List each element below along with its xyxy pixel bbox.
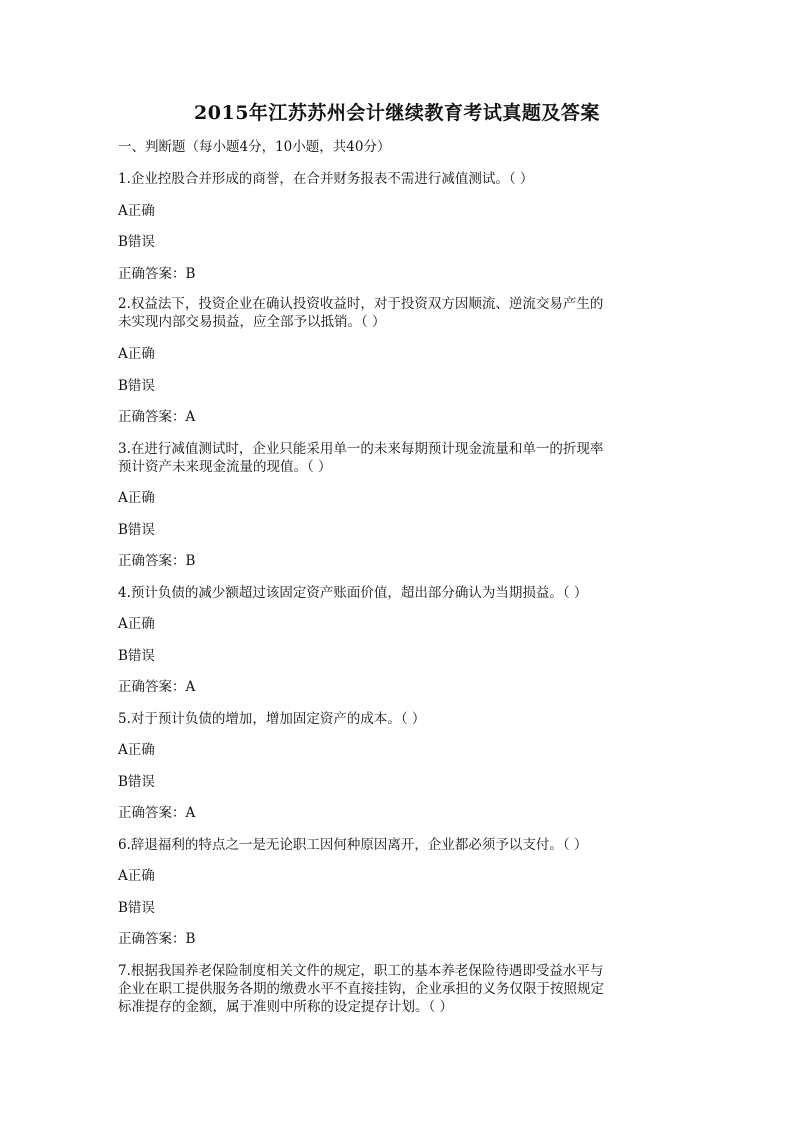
question-1-text: 1.企业控股合并形成的商誉，在合并财务报表不需进行减值测试。（ ） xyxy=(118,171,534,187)
question-4-option-a: A正确 xyxy=(118,616,155,632)
question-7-text-line-3: 标准提存的金额，属于准则中所称的设定提存计划。（ ） xyxy=(118,999,454,1015)
question-2-answer: 正确答案：A xyxy=(118,409,196,425)
question-4-option-b: B错误 xyxy=(118,648,155,664)
question-5-option-a: A正确 xyxy=(118,742,155,758)
section-heading: 一、判断题（每小题4分，10小题，共40分） xyxy=(118,139,391,155)
question-7-text-line-1: 7.根据我国养老保险制度相关文件的规定，职工的基本养老保险待遇即受益水平与 xyxy=(118,963,604,979)
question-6-text: 6.辞退福利的特点之一是无论职工因何种原因离开，企业都必须予以支付。（ ） xyxy=(118,837,588,853)
question-3-option-a: A正确 xyxy=(118,490,155,506)
question-6-option-b: B错误 xyxy=(118,900,155,916)
question-6-answer: 正确答案：B xyxy=(118,931,196,947)
question-1-option-b: B错误 xyxy=(118,234,155,250)
question-1-option-a: A正确 xyxy=(118,203,155,219)
question-3-option-b: B错误 xyxy=(118,522,155,538)
question-1-answer: 正确答案：B xyxy=(118,266,196,282)
question-3-answer: 正确答案：B xyxy=(118,553,196,569)
question-5-option-b: B错误 xyxy=(118,774,155,790)
document-title: 2015年江苏苏州会计继续教育考试真题及答案 xyxy=(194,102,600,124)
question-3-text-line-1: 3.在进行减值测试时，企业只能采用单一的未来每期预计现金流量和单一的折现率 xyxy=(118,441,604,457)
question-2-option-a: A正确 xyxy=(118,346,155,362)
question-2-option-b: B错误 xyxy=(118,378,155,394)
question-7-text-line-2: 企业在职工提供服务各期的缴费水平不直接挂钩，企业承担的义务仅限于按照规定 xyxy=(118,981,604,997)
question-5-answer: 正确答案：A xyxy=(118,805,196,821)
question-3-text-line-2: 预计资产未来现金流量的现值。（ ） xyxy=(118,459,332,475)
question-5-text: 5.对于预计负债的增加，增加固定资产的成本。（ ） xyxy=(118,711,426,727)
question-4-answer: 正确答案：A xyxy=(118,679,196,695)
question-6-option-a: A正确 xyxy=(118,868,155,884)
question-2-text-line-1: 2.权益法下，投资企业在确认投资收益时，对于投资双方因顺流、逆流交易产生的 xyxy=(118,296,604,312)
question-4-text: 4.预计负债的减少额超过该固定资产账面价值，超出部分确认为当期损益。（ ） xyxy=(118,585,588,601)
question-2-text-line-2: 未实现内部交易损益，应全部予以抵销。（ ） xyxy=(118,314,386,330)
